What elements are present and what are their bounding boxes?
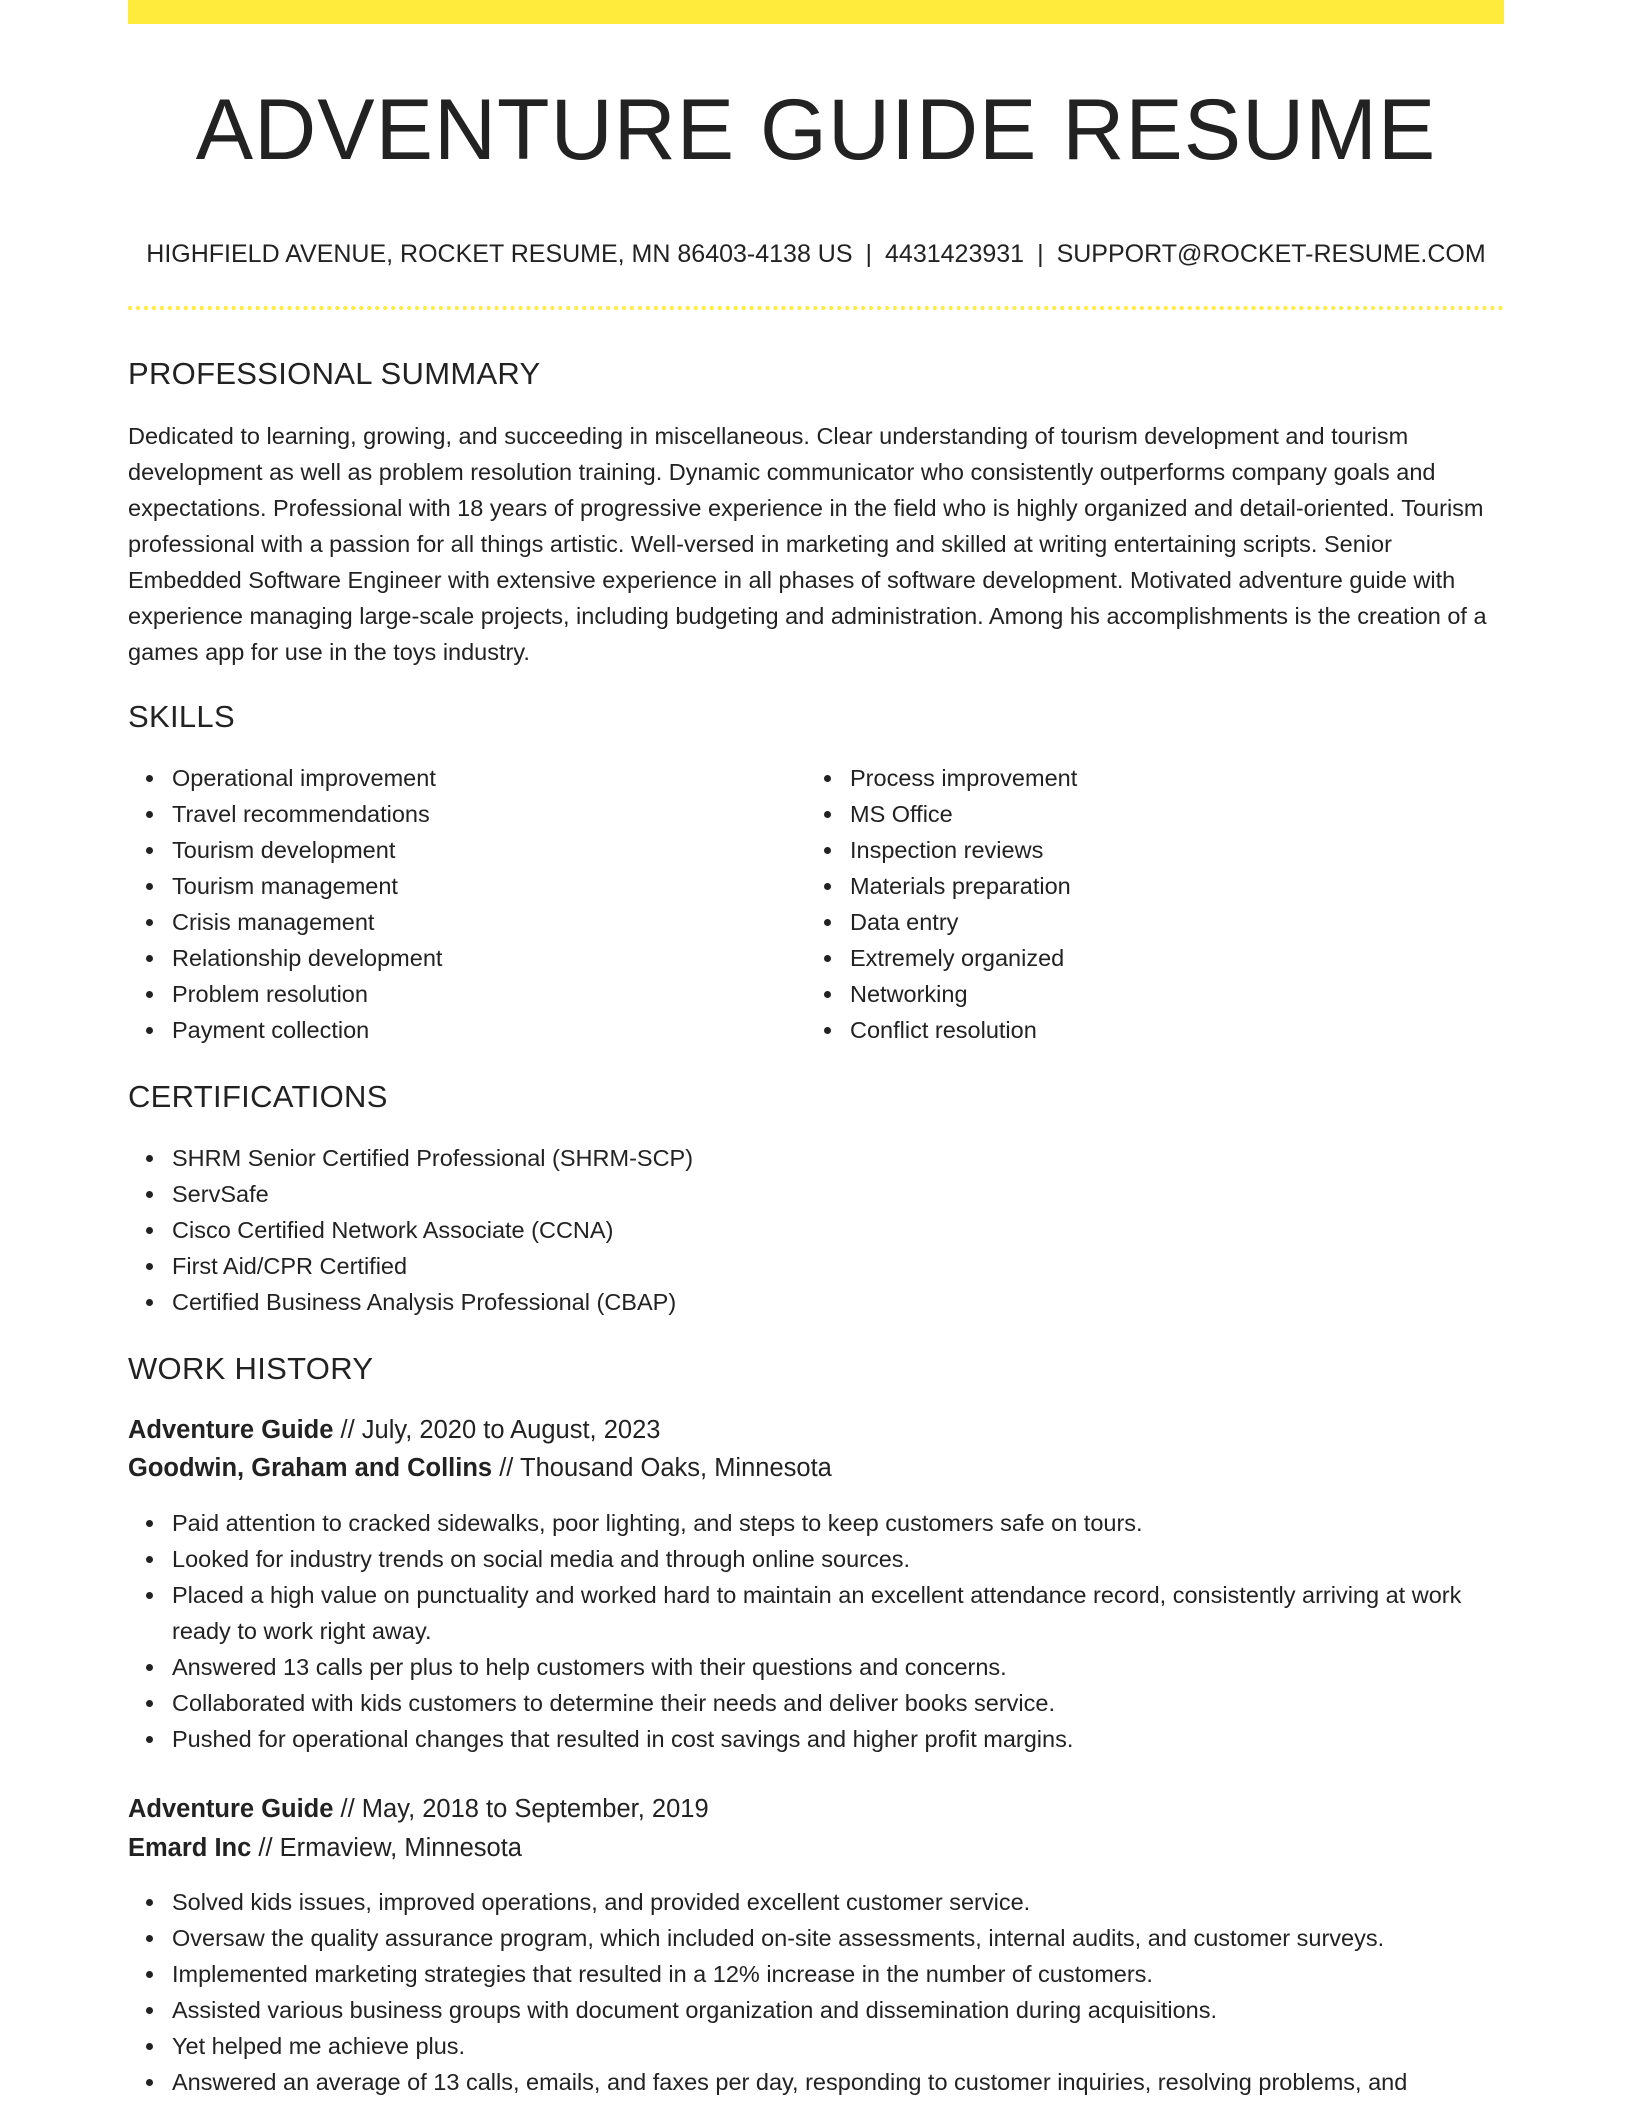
skill-item: Conflict resolution: [850, 1012, 1470, 1048]
resume-page: [128, 0, 1504, 2112]
certification-item: ServSafe: [172, 1176, 1472, 1212]
job-dates: // May, 2018 to September, 2019: [333, 1795, 709, 1823]
skill-item: Inspection reviews: [850, 832, 1470, 868]
job-company: Goodwin, Graham and Collins: [128, 1454, 493, 1482]
skill-item: Tourism development: [172, 832, 792, 868]
skill-item: Crisis management: [172, 904, 792, 940]
work-history-heading: WORK HISTORY: [128, 1351, 374, 1386]
skills-list-left: [128, 760, 792, 1048]
certifications-heading: CERTIFICATIONS: [128, 1079, 388, 1114]
skill-item: Networking: [850, 976, 1470, 1012]
job-bullet: Collaborated with kids customers to determine their needs and deliver books service.: [172, 1685, 1522, 1721]
certification-item: Cisco Certified Network Associate (CCNA): [172, 1212, 1472, 1248]
job-bullets: [128, 1884, 1522, 2100]
job-bullet: Pushed for operational changes that resulted in cost savings and higher profit margins.: [172, 1721, 1522, 1757]
job-bullet: Placed a high value on punctuality and worked hard to maintain an excellent attendance record, consistently arriving at work ready to work right away.: [172, 1577, 1522, 1649]
job-bullet: Looked for industry trends on social media and through online sources.: [172, 1541, 1522, 1577]
skill-item: Operational improvement: [172, 760, 792, 796]
summary-text: Dedicated to learning, growing, and succeeding in miscellaneous. Clear understanding of tourism development and tourism development as well as problem resolution training. Dynamic communicator who consistently outperforms company goals and expectations. Professional with 18 years of progressive experience in the field who is highly organized and detail-oriented. Tourism professional with a passion for all things artistic. Well-versed in marketing and skilled at writing entertaining scripts. Senior Embedded Software Engineer with extensive experience in all phases of software development. Motivated adventure guide with experience managing large-scale projects, including budgeting and administration. Among his accomplishments is the creation of a games app for use in the toys industry.: [128, 423, 1487, 665]
contact-address: HIGHFIELD AVENUE, ROCKET RESUME, MN 86403-4138 US: [146, 240, 853, 268]
skill-item: MS Office: [850, 796, 1470, 832]
job-bullet: Paid attention to cracked sidewalks, poor lighting, and steps to keep customers safe on tours.: [172, 1505, 1522, 1541]
contact-line: [128, 236, 1504, 272]
job-bullet: Answered an average of 13 calls, emails, and faxes per day, responding to customer inquiries, resolving problems, and: [172, 2064, 1522, 2100]
contact-separator: |: [1037, 240, 1044, 268]
contact-email: SUPPORT@ROCKET-RESUME.COM: [1056, 240, 1486, 268]
skill-item: Problem resolution: [172, 976, 792, 1012]
summary-heading: PROFESSIONAL SUMMARY: [128, 356, 541, 391]
skill-item: Payment collection: [172, 1012, 792, 1048]
job-title: Adventure Guide: [128, 1416, 334, 1444]
skill-item: Relationship development: [172, 940, 792, 976]
skill-item: Tourism management: [172, 868, 792, 904]
skills-list-right: [806, 760, 1470, 1048]
accent-top-bar: [128, 0, 1504, 24]
resume-title: ADVENTURE GUIDE RESUME: [195, 82, 1437, 178]
job-bullet: Implemented marketing strategies that resulted in a 12% increase in the number of customers.: [172, 1956, 1522, 1992]
skills-heading: SKILLS: [128, 699, 235, 734]
job-bullet: Yet helped me achieve plus.: [172, 2028, 1522, 2064]
job-company: Emard Inc: [128, 1834, 252, 1862]
job-location: // Ermaview, Minnesota: [251, 1834, 522, 1862]
contact-separator: |: [865, 240, 873, 268]
certification-item: Certified Business Analysis Professional (CBAP): [172, 1284, 1472, 1320]
job-bullets: [128, 1505, 1522, 1757]
job-title-line: [128, 1411, 660, 1449]
job-company-line: [128, 1449, 832, 1487]
skill-item: Materials preparation: [850, 868, 1470, 904]
job-company-line: [128, 1829, 522, 1867]
job-dates: // July, 2020 to August, 2023: [333, 1416, 661, 1444]
job-bullet: Answered 13 calls per plus to help customers with their questions and concerns.: [172, 1649, 1522, 1685]
dotted-divider: [128, 306, 1504, 310]
contact-phone: 4431423931: [885, 240, 1025, 268]
certification-item: SHRM Senior Certified Professional (SHRM-SCP): [172, 1140, 1472, 1176]
job-location: // Thousand Oaks, Minnesota: [492, 1454, 832, 1482]
certifications-list: [128, 1140, 1472, 1320]
job-title: Adventure Guide: [128, 1795, 334, 1823]
certification-item: First Aid/CPR Certified: [172, 1248, 1472, 1284]
skill-item: Data entry: [850, 904, 1470, 940]
skill-item: Process improvement: [850, 760, 1470, 796]
skill-item: Travel recommendations: [172, 796, 792, 832]
skill-item: Extremely organized: [850, 940, 1470, 976]
job-bullet: Oversaw the quality assurance program, which included on-site assessments, internal audits, and customer surveys.: [172, 1920, 1522, 1956]
job-title-line: [128, 1790, 709, 1828]
job-bullet: Solved kids issues, improved operations, and provided excellent customer service.: [172, 1884, 1522, 1920]
job-bullet: Assisted various business groups with document organization and dissemination during acquisitions.: [172, 1992, 1522, 2028]
